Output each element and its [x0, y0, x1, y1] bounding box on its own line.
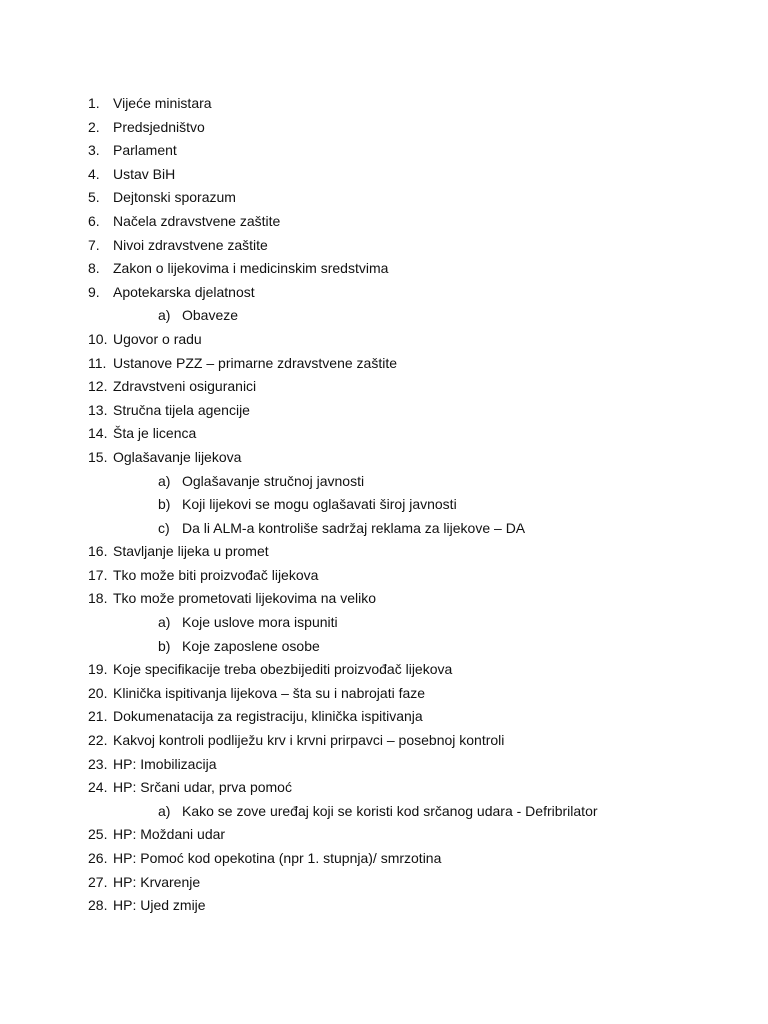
item-number: 28.: [88, 897, 108, 914]
list-item: [88, 352, 598, 376]
item-text: Nivoi zdravstvene zaštite: [113, 236, 268, 253]
item-number: 20.: [88, 684, 108, 701]
list-item: [88, 186, 598, 210]
item-number: 19.: [88, 661, 108, 678]
list-item: [88, 564, 598, 588]
sub-list-item: [88, 493, 598, 517]
item-text: Šta je licenca: [113, 425, 197, 442]
item-text: HP: Ujed zmije: [113, 897, 206, 914]
sub-item-text: Kako se zove uređaj koji se koristi kod srčanog udara - Defribrilator: [182, 802, 598, 819]
item-text: Dejtonski sporazum: [113, 189, 236, 206]
item-text: Ustav BiH: [113, 165, 176, 182]
list-item: [88, 139, 598, 163]
list-item: [88, 705, 598, 729]
item-text: Klinička ispitivanja lijekova – šta su i nabrojati faze: [113, 684, 426, 701]
item-number: 2.: [88, 118, 100, 135]
item-text: Kakvoj kontroli podliježu krv i krvni prirpavci – posebnoj kontroli: [113, 732, 505, 749]
item-text: HP: Pomoć kod opekotina (npr 1. stupnja)/ smrzotina: [113, 850, 442, 866]
sub-list-item: [88, 635, 598, 659]
sub-item-text: Da li ALM-a kontroliše sadržaj reklama za lijekove – DA: [182, 519, 526, 536]
sub-item-marker: c): [158, 519, 170, 536]
list-item: [88, 823, 598, 847]
item-number: 25.: [88, 826, 108, 843]
list-item: [88, 210, 598, 234]
item-text: HP: Imobilizacija: [113, 755, 217, 772]
sub-item-text: Koje uslove mora ispuniti: [182, 614, 338, 631]
item-text: HP: Moždani udar: [113, 826, 226, 843]
item-text: Zdravstveni osiguranici: [113, 378, 257, 395]
list-item: [88, 847, 598, 871]
sub-item-marker: a): [158, 472, 171, 489]
item-text: HP: Krvarenje: [113, 873, 201, 890]
item-text: Predsjedništvo: [113, 118, 205, 135]
item-text: Ustanove PZZ – primarne zdravstvene zaštite: [113, 354, 398, 371]
item-text: Oglašavanje lijekova: [113, 448, 242, 465]
list-item: [88, 163, 598, 187]
sub-list-item: [88, 470, 598, 494]
sub-item-text: Koje zaposlene osobe: [182, 637, 320, 654]
item-number: 7.: [88, 236, 100, 253]
sub-item-marker: b): [158, 637, 171, 654]
item-text: Tko može prometovati lijekovima na veliko: [113, 590, 376, 607]
item-number: 12.: [88, 378, 108, 395]
item-number: 22.: [88, 732, 108, 749]
list-item: [88, 257, 598, 281]
list-item: [88, 729, 598, 753]
item-number: 10.: [88, 330, 108, 347]
item-number: 5.: [88, 189, 100, 206]
item-number: 13.: [88, 401, 108, 418]
sub-list-item: [88, 517, 598, 541]
item-number: 27.: [88, 873, 108, 890]
list-item: [88, 871, 598, 895]
list-item: [88, 658, 598, 682]
item-text: Stručna tijela agencije: [113, 401, 250, 418]
item-number: 8.: [88, 260, 100, 277]
sub-item-marker: a): [158, 614, 171, 631]
sub-list-item: [88, 800, 598, 824]
sub-item-marker: b): [158, 496, 171, 513]
item-number: 16.: [88, 543, 108, 560]
item-number: 9.: [88, 283, 100, 300]
item-number: 6.: [88, 212, 100, 229]
list-item: [88, 540, 598, 564]
list-item: [88, 328, 598, 352]
item-number: 24.: [88, 779, 108, 796]
list-item: [88, 281, 598, 305]
list-item: [88, 116, 598, 140]
item-number: 21.: [88, 708, 108, 725]
list-item: [88, 682, 598, 706]
list-item: [88, 446, 598, 470]
item-number: 1.: [88, 95, 100, 111]
item-number: 14.: [88, 425, 108, 442]
item-text: Ugovor o radu: [113, 330, 202, 347]
sub-item-marker: a): [158, 802, 171, 819]
item-text: Načela zdravstvene zaštite: [113, 212, 281, 229]
sub-item-text: Obaveze: [182, 307, 239, 324]
sub-list-item: [88, 611, 598, 635]
list-item: [88, 587, 598, 611]
item-text: Parlament: [113, 142, 177, 159]
list-item: [88, 92, 598, 116]
item-text: Tko može biti proizvođač lijekova: [113, 566, 319, 583]
item-text: Stavljanje lijeka u promet: [113, 543, 269, 560]
item-text: Apotekarska djelatnost: [113, 283, 255, 300]
item-number: 18.: [88, 590, 108, 607]
item-number: 15.: [88, 448, 108, 465]
list-item: [88, 375, 598, 399]
item-number: 26.: [88, 850, 108, 866]
list-item: [88, 422, 598, 446]
list-item: [88, 776, 598, 800]
list-item: [88, 399, 598, 423]
item-number: 17.: [88, 566, 108, 583]
item-number: 4.: [88, 165, 100, 182]
item-text: Dokumenatacija za registraciju, klinička ispitivanja: [113, 708, 423, 725]
item-number: 3.: [88, 142, 100, 159]
sub-list-item: [88, 304, 598, 328]
item-text: HP: Srčani udar, prva pomoć: [113, 779, 292, 796]
item-number: 11.: [88, 354, 107, 371]
list-item: [88, 234, 598, 258]
list-item: [88, 753, 598, 777]
sub-item-text: Koji lijekovi se mogu oglašavati široj javnosti: [182, 496, 457, 513]
item-number: 23.: [88, 755, 108, 772]
sub-item-marker: a): [158, 307, 171, 324]
question-list: [88, 92, 598, 918]
sub-item-text: Oglašavanje stručnoj javnosti: [182, 472, 365, 489]
item-text: Vijeće ministara: [113, 95, 212, 111]
list-item: [88, 894, 598, 918]
item-text: Zakon o lijekovima i medicinskim sredstvima: [113, 260, 389, 277]
item-text: Koje specifikacije treba obezbijediti proizvođač lijekova: [113, 661, 453, 678]
